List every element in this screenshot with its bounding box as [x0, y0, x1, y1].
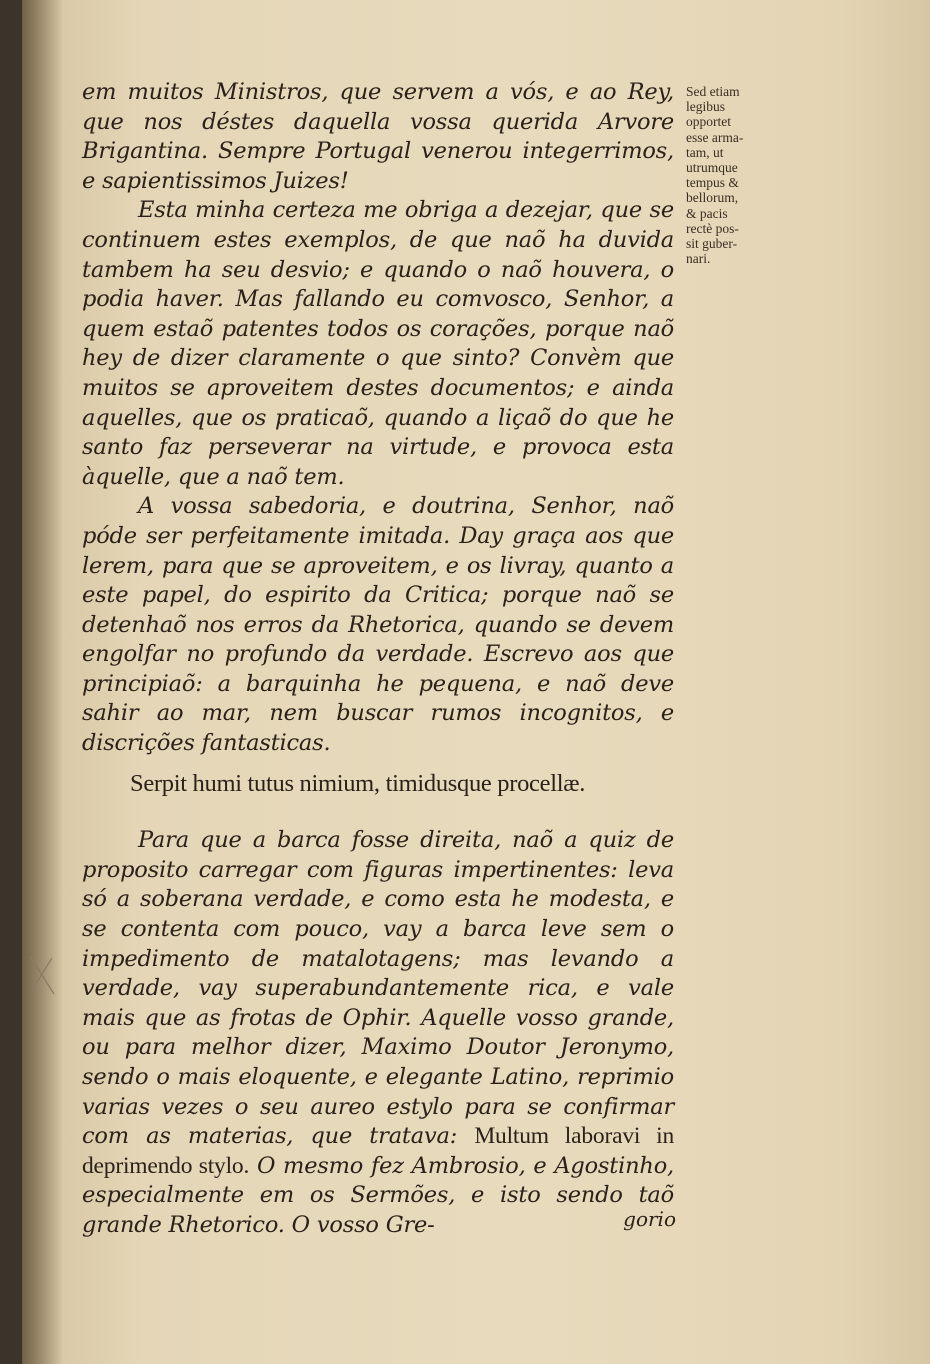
margin-cross-mark [24, 950, 64, 1000]
margin-note-line: sit guber- [686, 236, 738, 252]
paragraph-1: em muitos Ministros, que servem a vós, e ao Rey, que nos déstes daquella vossa querida Arvore Brigantina. Sempre Portugal venerou integerrimos, e sapientissimos Juizes! [82, 79, 674, 194]
paragraph-3: A vossa sabedoria, e doutrina, Senhor, naõ póde ser perfeitamente imitada. Day graça aos que lerem, para que se aproveitem, e os livray, quanto a este papel, do espirito da Critica; porque naõ se detenhaõ nos erros da Rhetorica, quando se devem engolfar no profundo da verdade. Escrevo aos que principiaõ: a barquinha he pequena, e naõ deve sahir ao mar, nem buscar rumos incognitos, e discrições fantasticas. [82, 493, 674, 757]
paragraph-4-before: Para que a barca fosse direita, naõ a quiz de proposito carregar com figuras impertinentes: leva só a soberana verdade, e como esta he modesta, e se contenta com pouco, vay a barca leve sem o impedimento de matalotagens; mas levando a verdade, vay superabundantemente rica, e vale mais que as frotas de Ophir. Aquelle vosso grande, ou para melhor dizer, Maximo Doutor Jeronymo, sendo o mais eloquente, e elegante Latino, reprimio varias vezes o seu aureo estylo para se confirmar com as materias, que tratava: [82, 827, 674, 1150]
margin-note-line: tam, ut [686, 144, 724, 160]
catchword: gorio [623, 1207, 676, 1231]
margin-note-line: & pacis [686, 205, 728, 221]
paragraph-2: Esta minha certeza me obriga a dezejar, que se continuem estes exemplos, de que naõ ha duvida tambem ha seu desvio; e quando o naõ houvera, o podia haver. Mas fallando eu comvosco, Senhor, a quem estaõ patentes todos os corações, porque naõ hey de dizer claramente o que sinto? Convèm que muitos se aproveitem destes documentos; e ainda aquelles, que os praticaõ, quando a liçaõ do que he santo faz perseverar na virtude, e provoca esta àquelle, que a naõ tem. [82, 197, 674, 490]
margin-note-line: rectè pos- [686, 220, 739, 236]
margin-note-line: utrumque [686, 160, 738, 176]
margin-note-line: bellorum, [686, 190, 739, 206]
paragraph-4 [82, 826, 674, 1240]
paragraph-4-latin: Multum laboravi in deprimendo stylo. [82, 1123, 675, 1179]
margin-note [686, 84, 766, 266]
margin-note-line: tempus & [686, 175, 739, 191]
margin-note-line: nari. [686, 251, 711, 267]
main-text-block [82, 78, 674, 1241]
paragraph-4-after: O mesmo fez Ambrosio, e Agostinho, especialmente em os Sermões, e isto sendo taõ grande Rhetorico. O vosso Gre- [82, 1152, 674, 1238]
margin-note-line: Sed etiam [686, 84, 740, 99]
margin-note-line: legibus [686, 99, 725, 115]
page-gutter-shadow [23, 0, 63, 1364]
margin-note-line: esse arma- [686, 129, 744, 145]
margin-note-line: opportet [686, 114, 731, 130]
latin-quote: Serpit humi tutus nimium, timidusque procellæ. [130, 769, 586, 797]
